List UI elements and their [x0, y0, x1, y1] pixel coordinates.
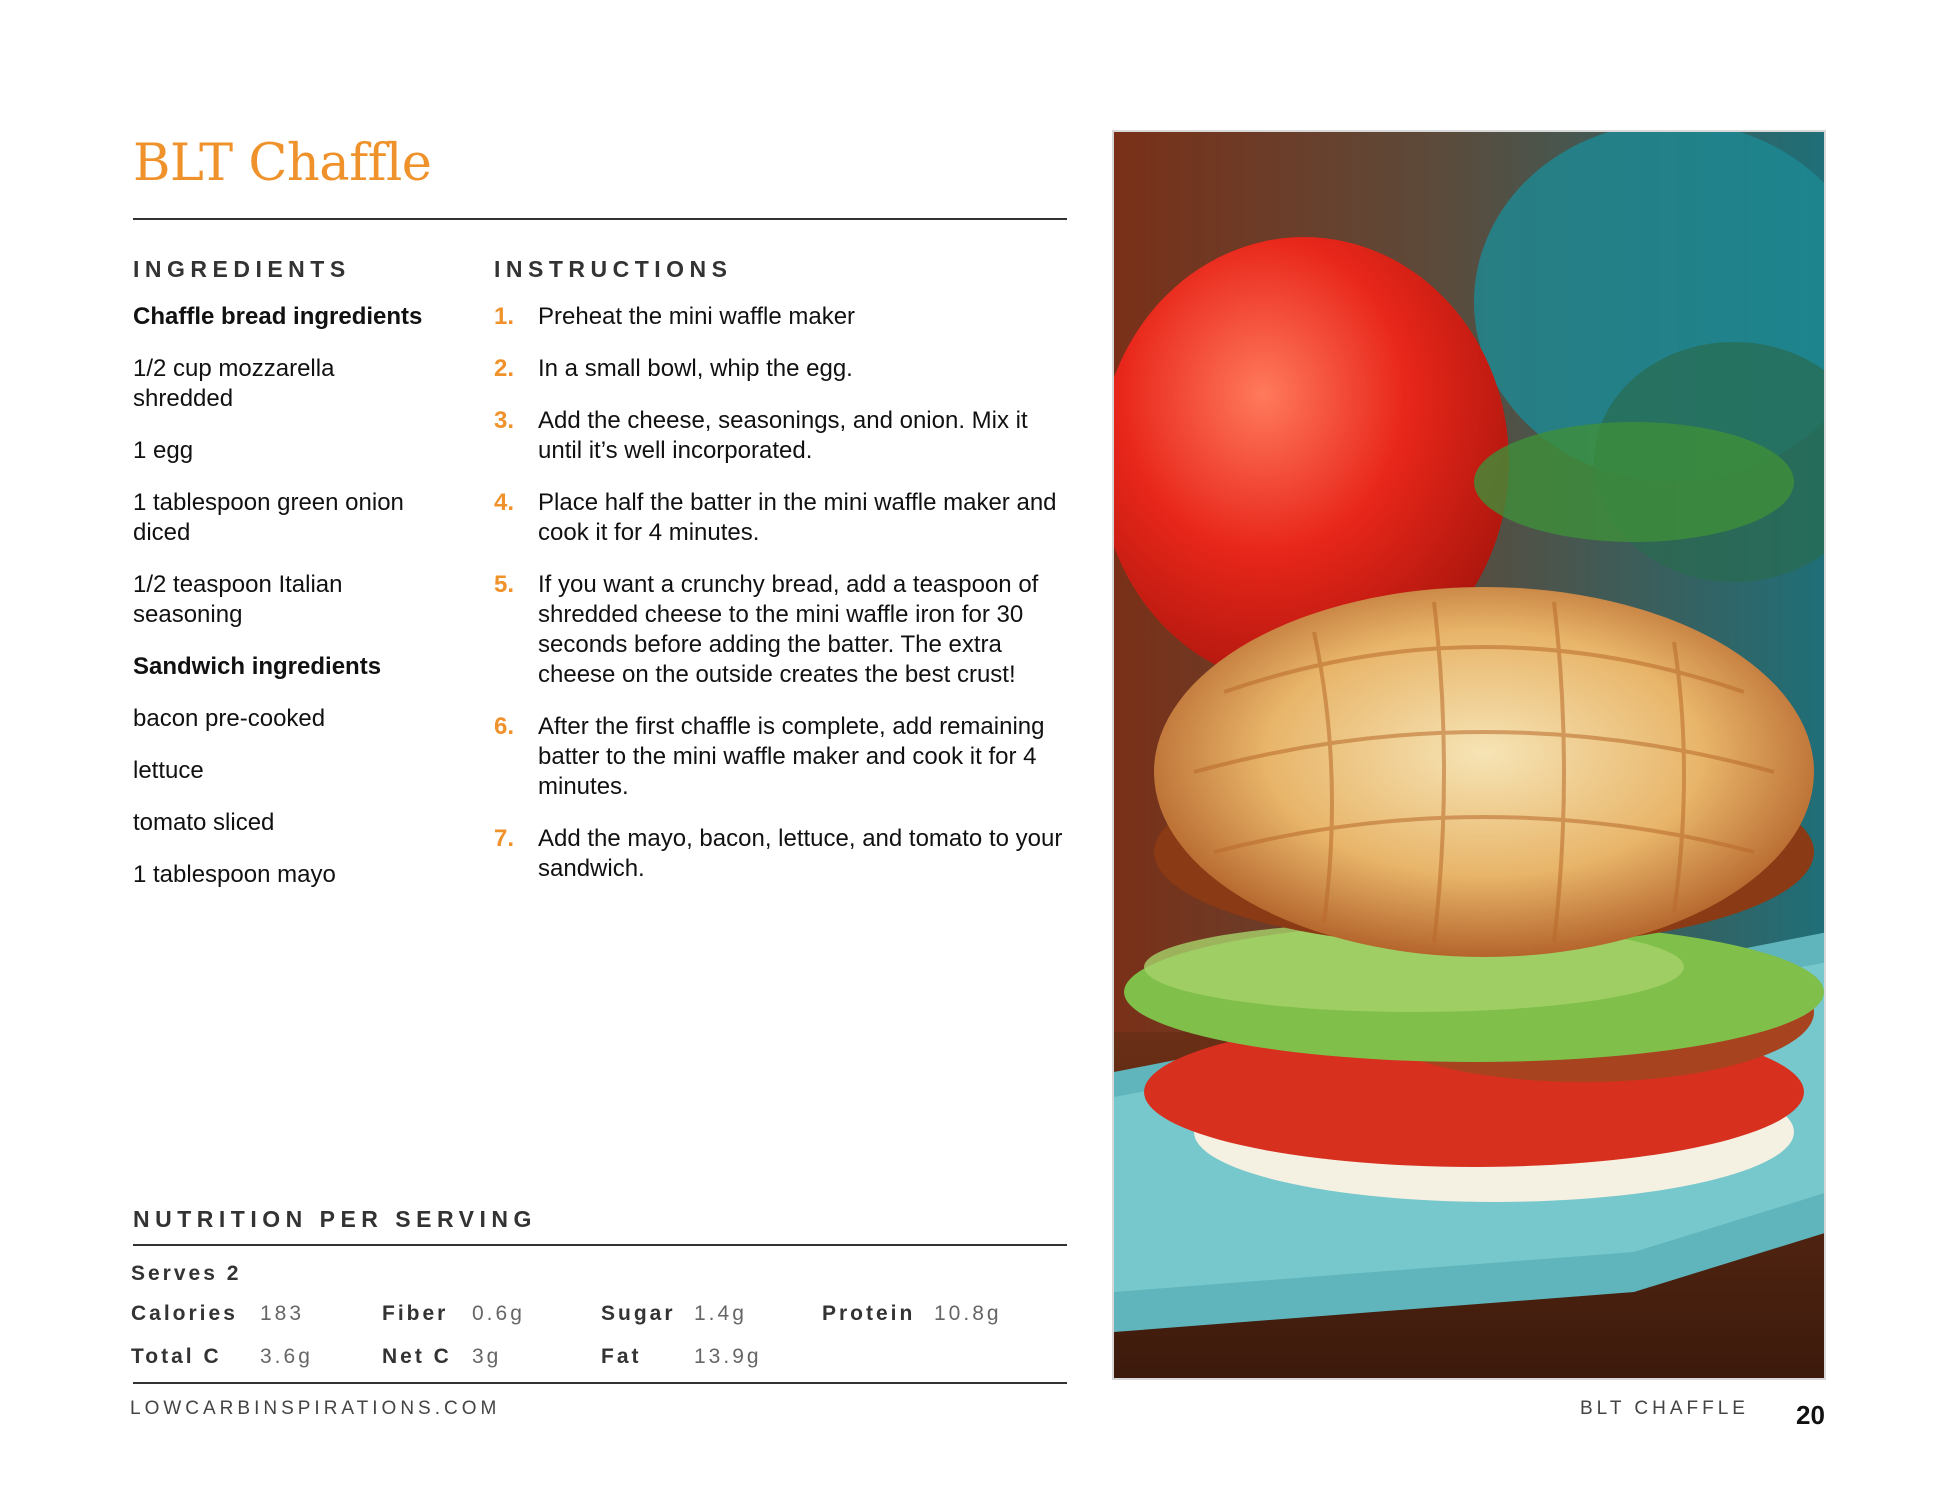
net-carbs-label: Net C	[382, 1345, 452, 1368]
footer-site-link[interactable]: LOWCARBINSPIRATIONS.COM	[130, 1398, 501, 1419]
ingredient-item: bacon pre-cooked	[133, 705, 326, 732]
protein-value: 10.8g	[934, 1302, 1002, 1325]
step-number: 6.	[494, 713, 515, 740]
blt-chaffle-illustration	[1114, 132, 1826, 1380]
sugar-label: Sugar	[601, 1302, 676, 1325]
step-number: 5.	[494, 571, 515, 598]
fiber-value: 0.6g	[472, 1302, 525, 1325]
fiber-label: Fiber	[382, 1302, 449, 1325]
step-text: After the first chaffle is complete, add remaining batter to the mini waffle maker and cook it for 4 minutes.	[538, 713, 1045, 800]
page-number: 20	[1796, 1400, 1825, 1430]
protein-label: Protein	[822, 1302, 916, 1325]
instruction-step	[494, 570, 1064, 690]
ingredient-item: 1/2 cup mozzarella shredded	[133, 355, 335, 412]
instruction-step	[494, 302, 1064, 332]
instructions-heading: INSTRUCTIONS	[494, 256, 733, 282]
total-carbs-label: Total C	[131, 1345, 222, 1368]
nutrition-top-divider	[133, 1244, 1067, 1246]
ingredient-item: 1 egg	[133, 437, 194, 464]
instruction-step	[494, 824, 1064, 884]
step-text: In a small bowl, whip the egg.	[538, 355, 853, 382]
ingredient-group-heading: Chaffle bread ingredients	[133, 303, 423, 330]
step-text: Preheat the mini waffle maker	[538, 303, 856, 330]
ingredients-heading: INGREDIENTS	[133, 256, 351, 282]
step-number: 2.	[494, 355, 515, 382]
calories-value: 183	[260, 1302, 305, 1325]
fat-value: 13.9g	[694, 1345, 762, 1368]
recipe-photo	[1112, 130, 1826, 1380]
step-text: Add the cheese, seasonings, and onion. Mix it until it’s well incorporated.	[538, 407, 1028, 464]
nutrition-bottom-divider	[133, 1382, 1067, 1384]
step-number: 7.	[494, 825, 515, 852]
step-number: 1.	[494, 303, 515, 330]
step-text: If you want a crunchy bread, add a teaspoon of shredded cheese to the mini waffle iron for 30 seconds before adding the batter. The extra cheese on the outside creates the best crust!	[538, 571, 1039, 688]
ingredient-group-heading: Sandwich ingredients	[133, 653, 382, 680]
instruction-step	[494, 488, 1064, 548]
sugar-value: 1.4g	[694, 1302, 747, 1325]
net-carbs-value: 3g	[472, 1345, 502, 1368]
title-divider	[133, 218, 1067, 220]
nutrition-heading: NUTRITION PER SERVING	[133, 1206, 537, 1232]
ingredient-item: 1 tablespoon green onion diced	[133, 489, 404, 546]
instruction-step	[494, 406, 1064, 466]
chaffle-shape	[1154, 587, 1814, 957]
fat-label: Fat	[601, 1345, 642, 1368]
recipe-title: BLT Chaffle	[133, 134, 432, 193]
instructions-list	[494, 302, 1064, 906]
ingredient-item: 1/2 teaspoon Italian seasoning	[133, 571, 343, 628]
serves-label: Serves 2	[131, 1262, 242, 1285]
calories-label: Calories	[131, 1302, 238, 1325]
ingredient-item: 1 tablespoon mayo	[133, 861, 336, 888]
ingredient-item: tomato sliced	[133, 809, 275, 836]
ingredients-list	[133, 302, 433, 912]
step-number: 4.	[494, 489, 515, 516]
step-text: Place half the batter in the mini waffle maker and cook it for 4 minutes.	[538, 489, 1057, 546]
instruction-step	[494, 712, 1064, 802]
step-text: Add the mayo, bacon, lettuce, and tomato to your sandwich.	[538, 825, 1063, 882]
instruction-step	[494, 354, 1064, 384]
ingredient-item: lettuce	[133, 757, 204, 784]
step-number: 3.	[494, 407, 515, 434]
footer-recipe-name: BLT CHAFFLE	[1580, 1398, 1749, 1419]
total-carbs-value: 3.6g	[260, 1345, 313, 1368]
